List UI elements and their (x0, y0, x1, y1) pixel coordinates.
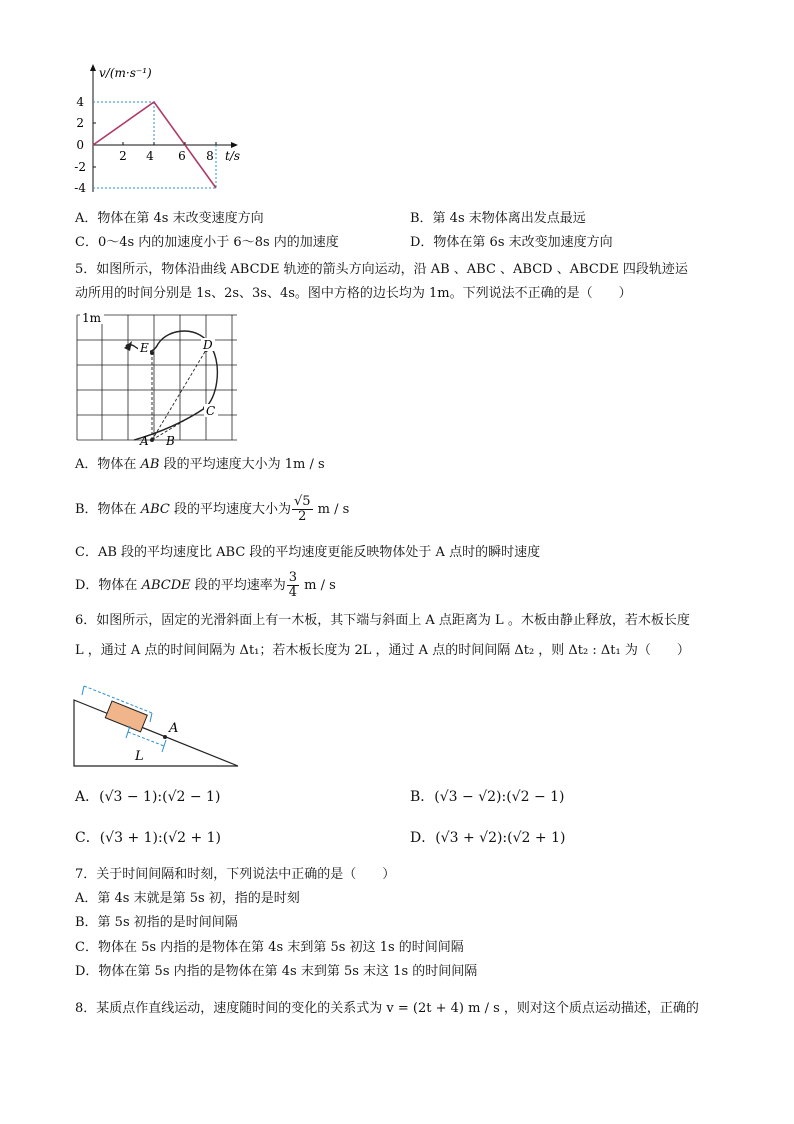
x-tick-6: 6 (178, 149, 186, 163)
x-tick-4: 4 (146, 149, 154, 163)
q6-stem-line1: 6．如图所示，固定的光滑斜面上有一木板，其下端与斜面上 A 点距离为 L 。木板由静止释放，若木板长度 (75, 613, 690, 628)
q5-option-c[interactable]: C．AB 段的平均速度比 ABC 段的平均速度更能反映物体处于 A 点时的瞬时速度 (75, 545, 541, 560)
length-l-label: L (135, 749, 144, 764)
q5-option-a[interactable]: A．物体在 AB 段的平均速度大小为 1m / s (75, 457, 325, 472)
q7-option-b[interactable]: B．第 5s 初指的是时间间隔 (75, 915, 238, 930)
x-axis-arrow (231, 142, 238, 148)
q6-option-c[interactable]: C．(√3 + 1):(√2 + 1) (75, 830, 222, 846)
vt-graph (70, 62, 260, 202)
q5-stem-line1: 5．如图所示，物体沿曲线 ABCDE 轨迹的箭头方向运动，沿 AB 、ABC 、ABCD 、ABCDE 四段轨迹运 (75, 262, 688, 277)
q7-option-a[interactable]: A．第 4s 末就是第 5s 初，指的是时刻 (75, 891, 300, 906)
q6-option-a[interactable]: A．(√3 − 1):(√2 − 1) (75, 789, 221, 805)
incline (74, 700, 238, 766)
q6-incline-figure (68, 680, 248, 772)
x-axis-label: t/s (225, 149, 241, 163)
q4-option-d[interactable]: D．物体在第 6s 末改变加速度方向 (410, 235, 613, 250)
point-a-label: A (169, 721, 179, 736)
q6-stem-line2: L ，通过 A 点的时间间隔为 Δt₁；若木板长度为 2L ，通过 A 点的时间间隔 Δt₂ ，则 Δt₂ : Δt₁ 为（ ） (75, 643, 690, 658)
board (105, 701, 147, 732)
point-c: C (206, 404, 216, 418)
q5-option-d[interactable]: D．物体在 ABCDE 段的平均速率为 $\frac{3}{4}$ m / s (75, 570, 336, 600)
point-a: A (140, 434, 149, 448)
q4-option-a[interactable]: A．物体在第 4s 末改变速度方向 (75, 211, 264, 226)
point-d: D (203, 338, 213, 352)
x-tick-8: 8 (206, 149, 214, 163)
y-tick-neg2: -2 (74, 160, 86, 174)
y-axis-arrow (90, 64, 96, 71)
x-tick-2: 2 (119, 149, 127, 163)
q4-option-c[interactable]: C．0～4s 内的加速度小于 6～8s 内的加速度 (75, 235, 339, 250)
y-tick-4: 4 (76, 95, 84, 109)
q5-trajectory-figure (72, 310, 242, 448)
point-e: E (140, 341, 149, 355)
q7-stem: 7．关于时间间隔和时刻，下列说法中正确的是（ ） (75, 867, 396, 882)
q8-stem: 8．某质点作直线运动，速度随时间的变化的关系式为 v = (2t + 4) m / s ，则对这个质点运动描述，正确的 (75, 1001, 699, 1016)
q4-option-b[interactable]: B．第 4s 末物体离出发点最远 (410, 211, 586, 226)
grid-scale-label: 1m (82, 311, 102, 325)
y-axis-label: v/(m·s⁻¹) (99, 66, 152, 80)
y-tick-0: 0 (76, 138, 84, 152)
grid (77, 315, 237, 440)
q5-option-b[interactable]: B．物体在 ABC 段的平均速度大小为 $\frac{√5}{2}$ m / s (75, 494, 350, 524)
y-tick-neg4: -4 (74, 181, 86, 195)
q6-option-b[interactable]: B．(√3 − √2):(√2 − 1) (410, 789, 565, 805)
q7-option-d[interactable]: D．物体在第 5s 内指的是物体在第 4s 末到第 5s 末这 1s 的时间间隔 (75, 964, 478, 979)
q7-option-c[interactable]: C．物体在 5s 内指的是物体在第 4s 末到第 5s 初这 1s 的时间间隔 (75, 940, 464, 955)
y-tick-2: 2 (76, 116, 84, 130)
q6-option-d[interactable]: D．(√3 + √2):(√2 + 1) (410, 830, 566, 846)
point-b: B (166, 434, 175, 448)
q5-stem-line2: 动所用的时间分别是 1s、2s、3s、4s。图中方格的边长均为 1m。下列说法不正确的是（ ） (75, 286, 632, 301)
